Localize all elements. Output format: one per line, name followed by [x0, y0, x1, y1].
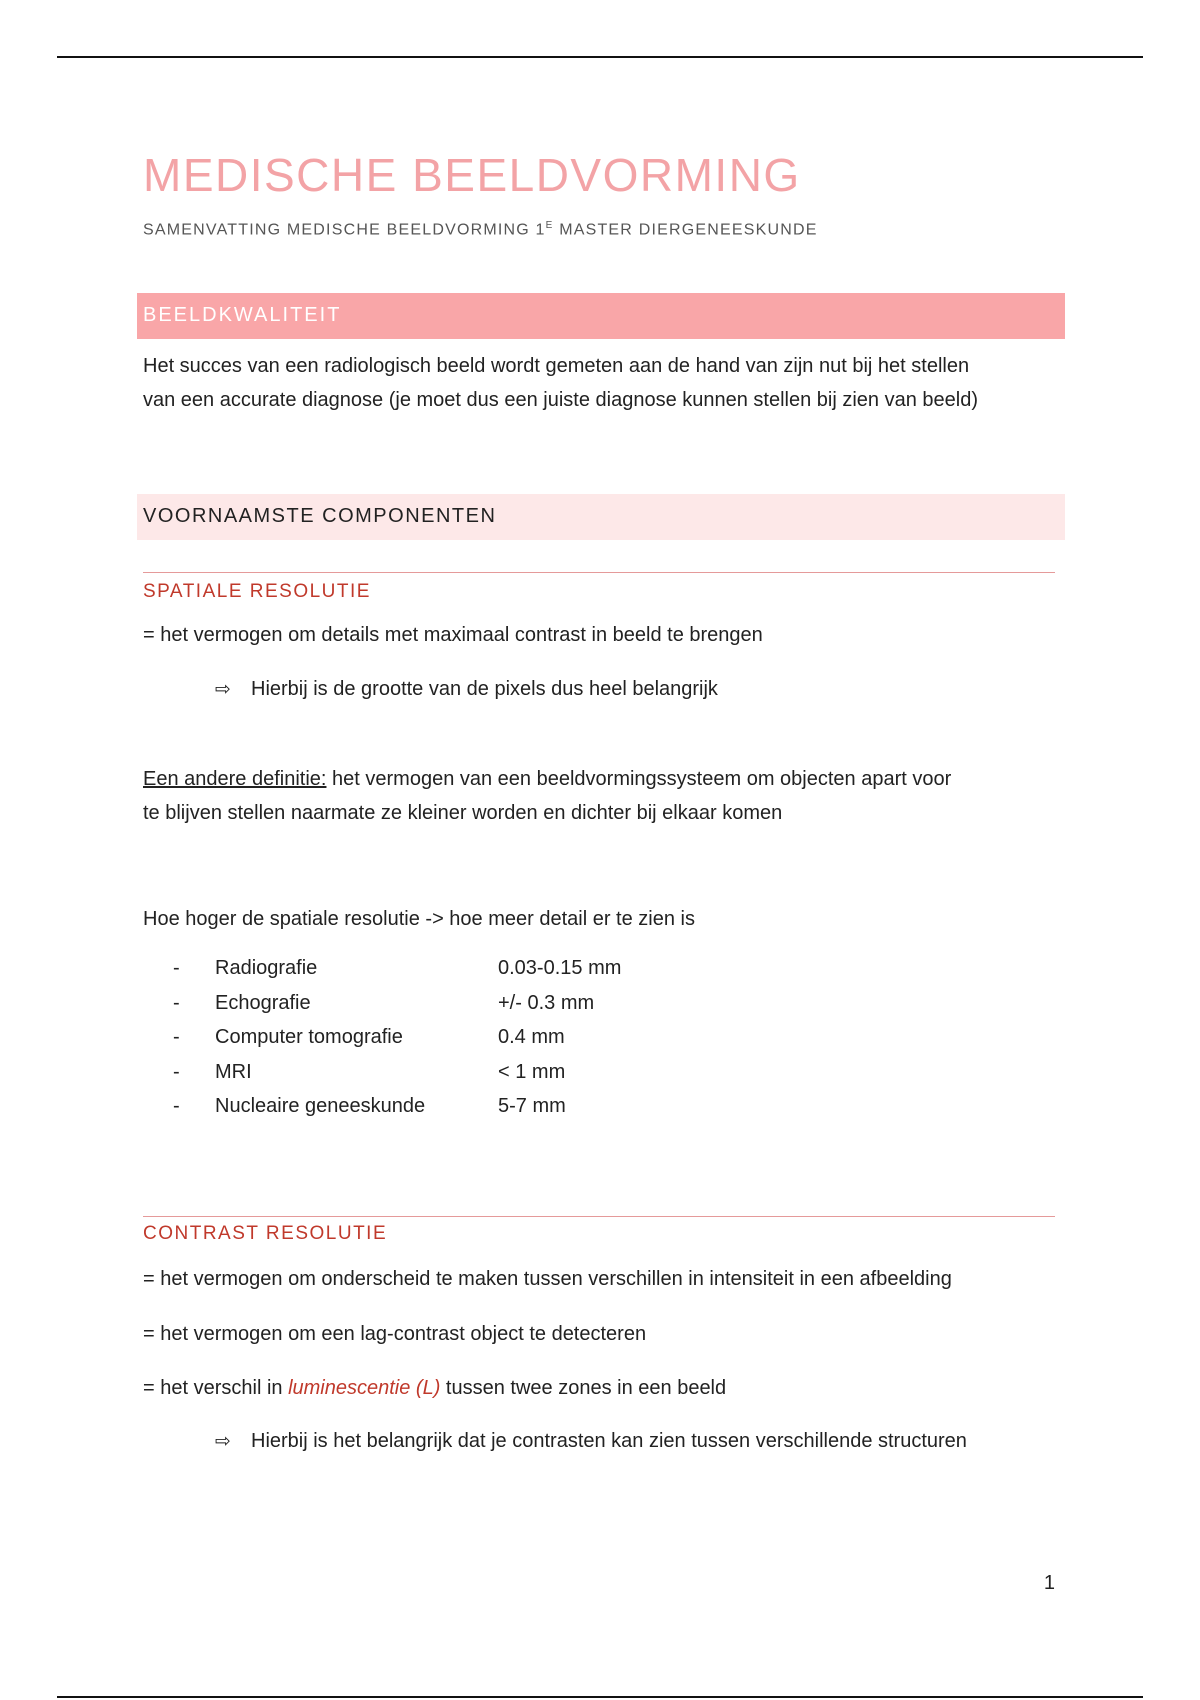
modality-name: Radiografie	[215, 957, 318, 979]
subtitle-superscript: E	[545, 220, 554, 231]
contrast-definition-1: = het vermogen om onderscheid te maken tussen verschillen in intensiteit in een afbeelding	[143, 1268, 952, 1290]
subtitle-text-end: MASTER DIERGENEESKUNDE	[553, 221, 818, 239]
list-dash: -	[173, 1060, 180, 1083]
resolution-value: 0.4 mm	[498, 1026, 565, 1048]
modality-name: Computer tomografie	[215, 1026, 403, 1048]
resolution-value: 5-7 mm	[498, 1095, 566, 1117]
alt-definition-line-2: te blijven stellen naarmate ze kleiner worden en dichter bij elkaar komen	[143, 802, 783, 824]
spatial-definition: = het vermogen om details met maximaal contrast in beeld te brengen	[143, 624, 763, 646]
resolution-value: +/- 0.3 mm	[498, 991, 595, 1014]
list-dash: -	[173, 1026, 180, 1048]
intro-line-1: Het succes van een radiologisch beeld wordt gemeten aan de hand van zijn nut bij het stellen	[143, 355, 970, 377]
spatial-arrow-note	[215, 678, 718, 701]
contrast-definition-2: = het vermogen om een lag-contrast object te detecteren	[143, 1323, 647, 1345]
contrast-arrow-text: Hierbij is het belangrijk dat je contrasten kan zien tussen verschillende structuren	[251, 1430, 967, 1452]
spatial-heading-rule	[143, 572, 1055, 573]
heading-contrast-resolutie: CONTRAST RESOLUTIE	[143, 1223, 388, 1244]
contrast-heading-rule	[143, 1216, 1055, 1217]
resolution-value: 0.03-0.15 mm	[498, 957, 622, 979]
top-rule	[57, 56, 1143, 58]
document-subtitle	[143, 220, 818, 239]
heading-spatiale-resolutie: SPATIALE RESOLUTIE	[143, 581, 371, 602]
contrast-arrow-note	[215, 1430, 967, 1453]
subsection-heading-componenten: VOORNAAMSTE COMPONENTEN	[143, 505, 497, 527]
resolution-value: < 1 mm	[498, 1060, 566, 1083]
list-dash: -	[173, 991, 180, 1014]
section-heading-band	[137, 293, 1065, 339]
def3-text-end: tussen twee zones in een beeld	[440, 1377, 727, 1399]
intro-paragraph	[143, 349, 978, 417]
luminescence-term: luminescentie (L)	[288, 1377, 441, 1399]
arrow-right-icon: ⇨	[215, 679, 231, 700]
modality-name: Echografie	[215, 991, 311, 1014]
list-dash: -	[173, 1095, 180, 1117]
subtitle-text: SAMENVATTING MEDISCHE BEELDVORMING 1	[143, 221, 546, 239]
spatial-note: Hoe hoger de spatiale resolutie -> hoe meer detail er te zien is	[143, 908, 695, 930]
section-heading-beeldkwaliteit: BEELDKWALITEIT	[143, 304, 342, 326]
spatial-arrow-text: Hierbij is de grootte van de pixels dus heel belangrijk	[251, 678, 718, 700]
document-title: MEDISCHE BEELDVORMING	[143, 149, 801, 201]
def3-text-start: = het verschil in	[143, 1377, 289, 1399]
alt-definition-label: Een andere definitie:	[143, 768, 327, 790]
alternative-definition	[143, 762, 951, 830]
modality-name: MRI	[215, 1060, 252, 1083]
alt-definition-text: het vermogen van een beeldvormingssysteem om objecten apart voor	[326, 768, 952, 790]
subsection-heading-band	[137, 494, 1065, 540]
alt-definition-line-1	[143, 762, 951, 796]
modality-name: Nucleaire geneeskunde	[215, 1095, 426, 1117]
intro-line-2: van een accurate diagnose (je moet dus een juiste diagnose kunnen stellen bij zien van beeld)	[143, 389, 978, 411]
contrast-definition-3	[143, 1371, 726, 1405]
arrow-right-icon: ⇨	[215, 1431, 231, 1452]
page-number: 1	[1043, 1572, 1055, 1594]
list-dash: -	[173, 957, 180, 979]
bottom-rule	[57, 1696, 1143, 1698]
